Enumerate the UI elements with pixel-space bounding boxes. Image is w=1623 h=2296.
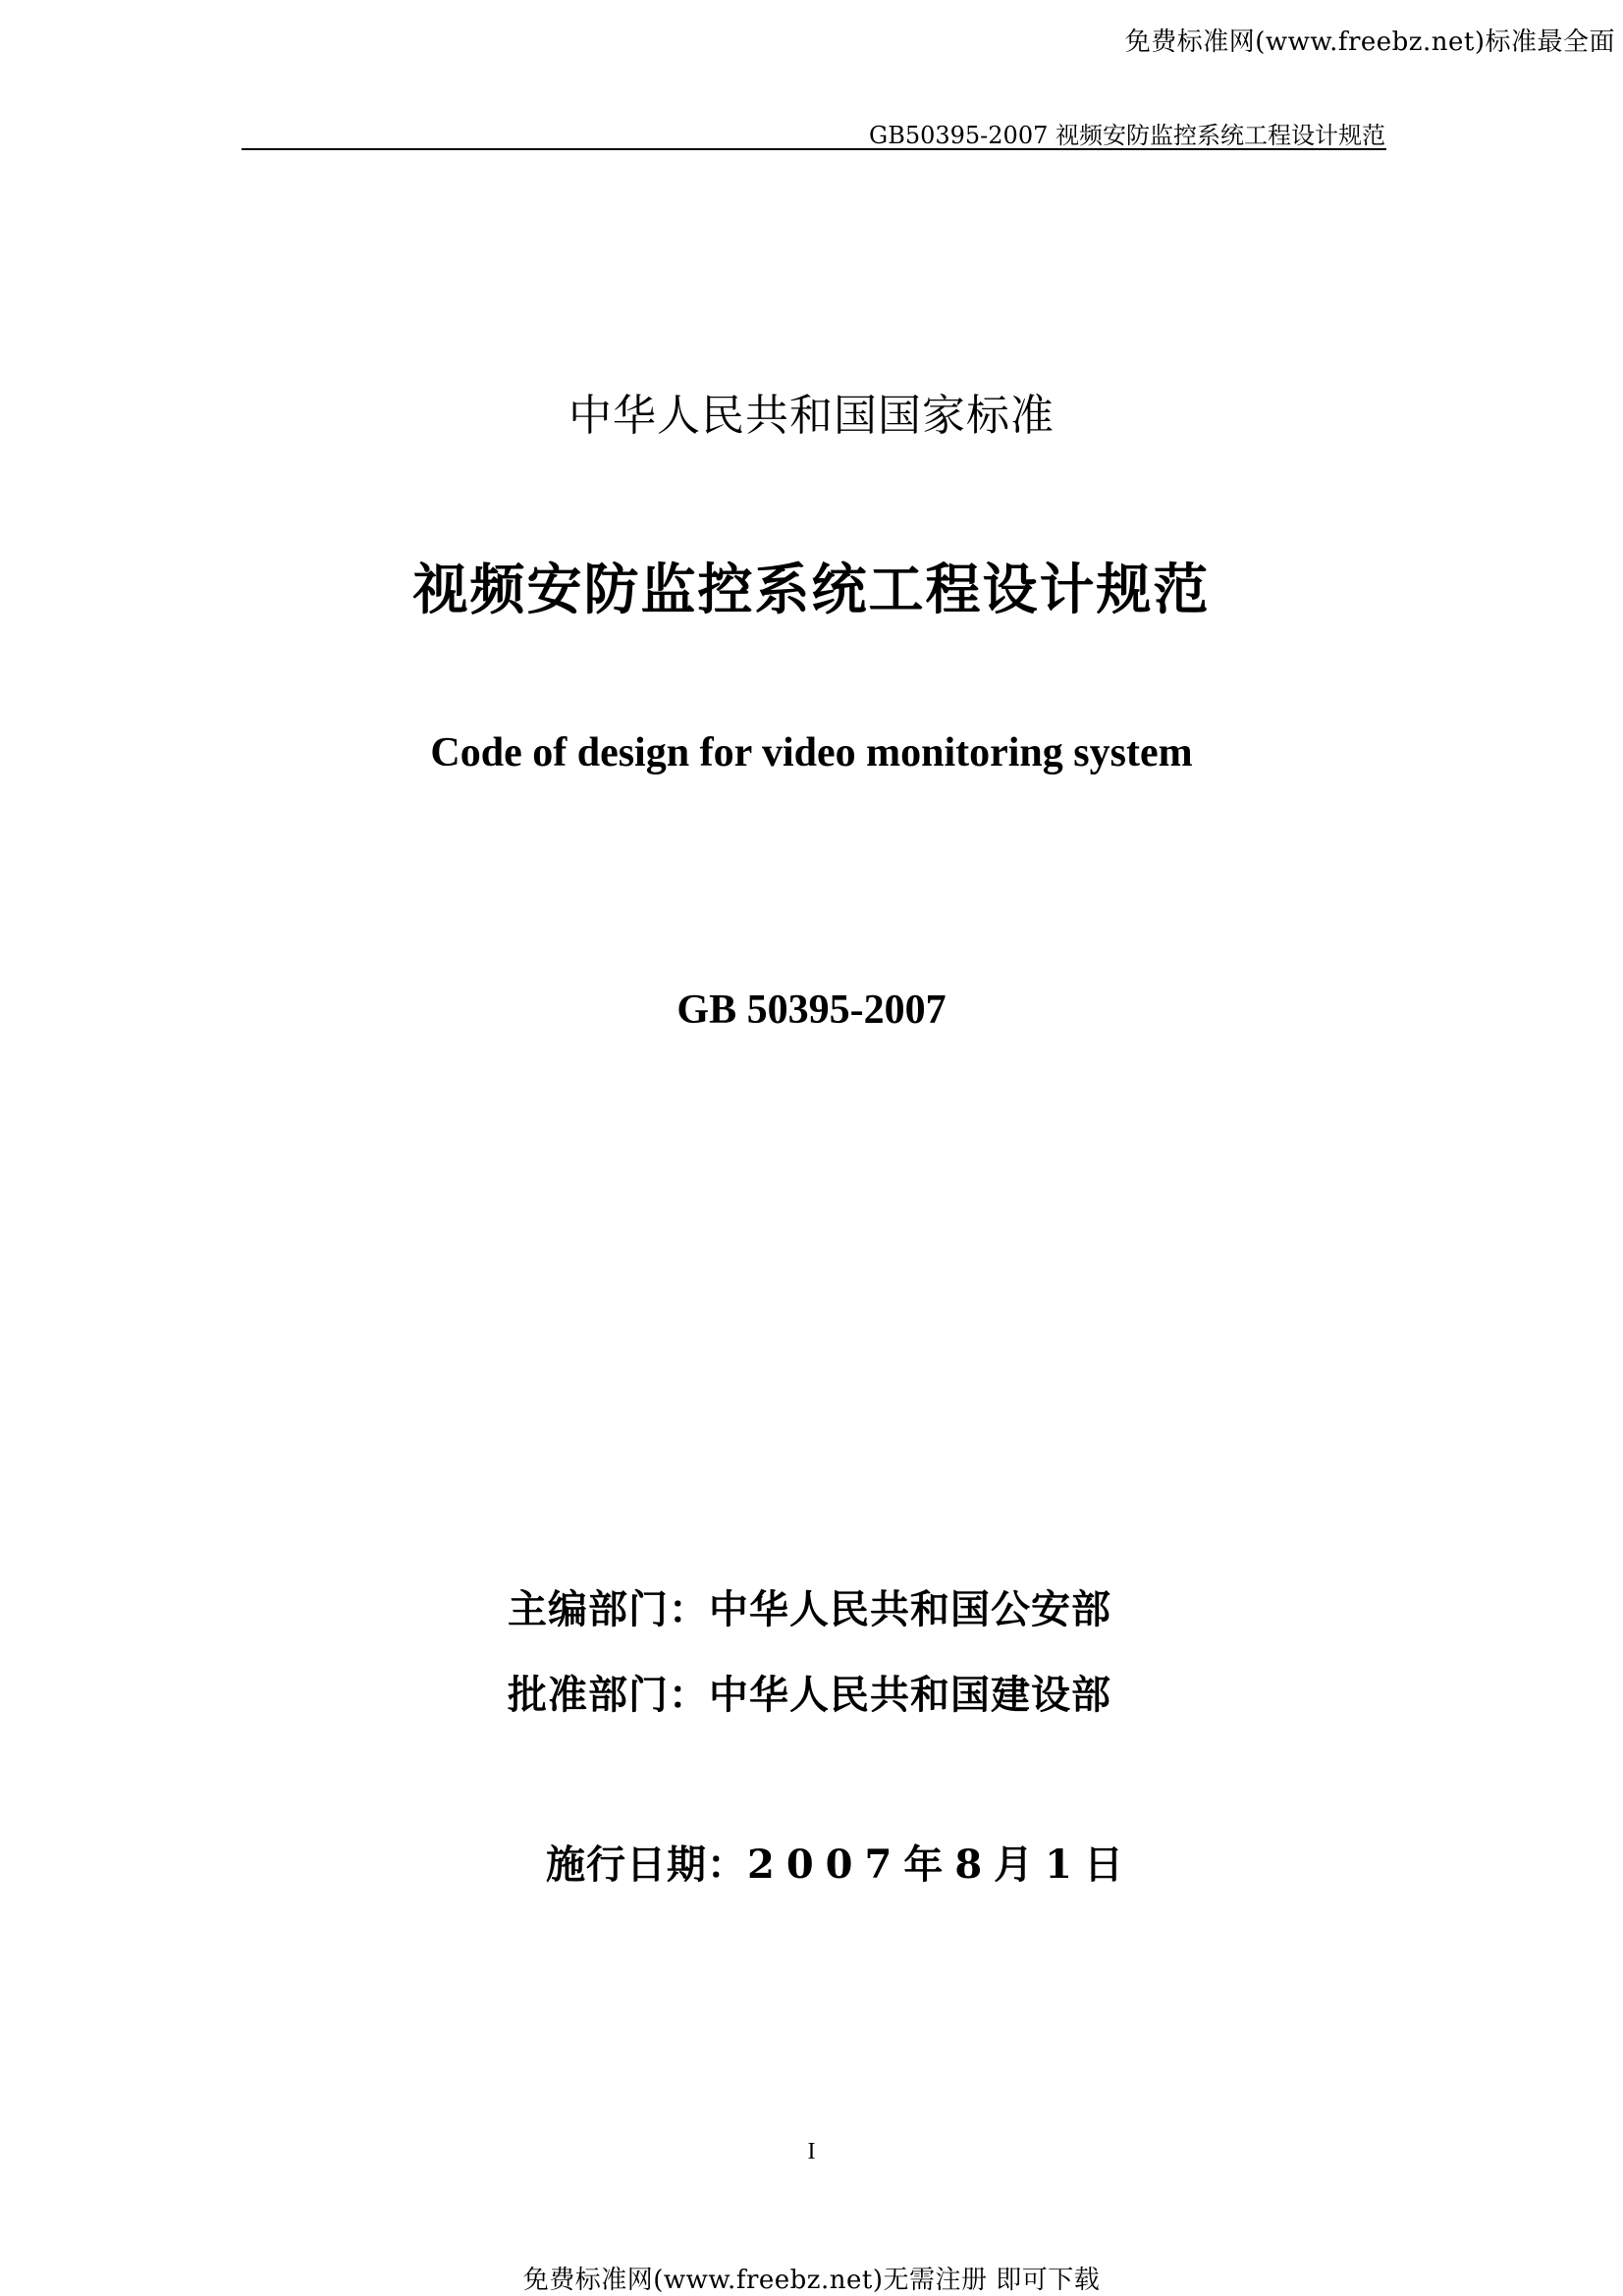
approver-department [508, 1664, 1111, 1720]
page-number: I [807, 2139, 816, 2164]
effective-date [546, 1834, 1135, 1890]
national-standard-label: 中华人民共和国国家标准 [568, 391, 1055, 441]
header-rule [242, 148, 1386, 150]
editor-value: 中华人民共和国公安部 [709, 1586, 1111, 1632]
approver-value: 中华人民共和国建设部 [709, 1672, 1111, 1718]
running-header: GB50395-2007 视频安防监控系统工程设计规范 [869, 122, 1385, 149]
standard-number: GB 50395-2007 [676, 988, 947, 1033]
effective-value: 2007年8月1日 [747, 1842, 1135, 1888]
watermark-top: 免费标准网(www.freebz.net)标准最全面 [1124, 27, 1615, 57]
editor-department [508, 1578, 1111, 1634]
watermark-bottom: 免费标准网(www.freebz.net)无需注册 即可下载 [522, 2266, 1101, 2295]
approver-label: 批准部门： [508, 1672, 709, 1718]
title-english: Code of design for video monitoring system [430, 730, 1193, 775]
effective-label: 施行日期： [546, 1842, 747, 1888]
title-chinese: 视频安防监控系统工程设计规范 [412, 558, 1211, 622]
editor-label: 主编部门： [508, 1586, 709, 1632]
